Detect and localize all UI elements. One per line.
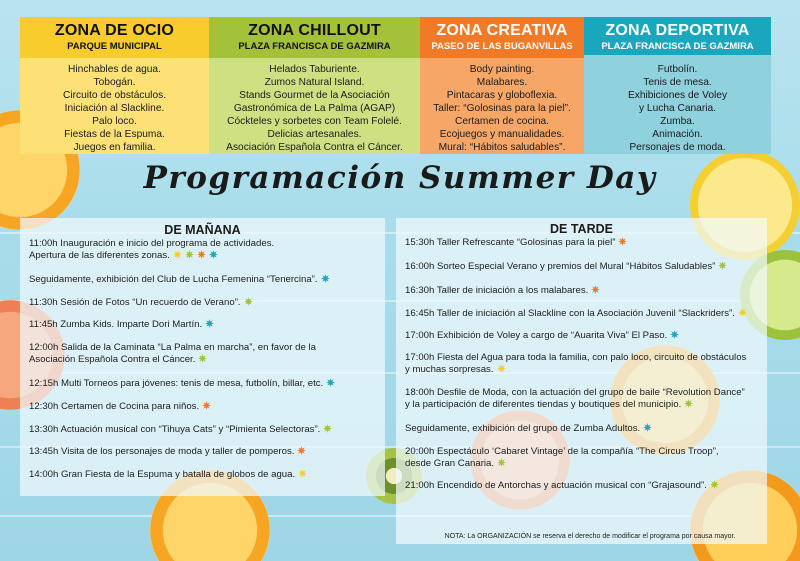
zone-star-icon [298, 469, 307, 478]
event-text-continued: y la participación de diferentes tiendas y boutiques del municipio. [405, 399, 682, 410]
zone-title: ZONA CREATIVA [436, 22, 568, 39]
zone-star-icon [323, 424, 332, 433]
zone-star-icon [321, 274, 330, 283]
zone-star-icon [670, 330, 679, 339]
zone-item: Exhibiciones de Voley [627, 90, 728, 101]
zone-star-icon [173, 250, 182, 259]
zone-item: Cóckteles y sorbetes con Team Folelé. [227, 116, 402, 127]
zone-item: Gastronómica de La Palma (AGAP) [233, 103, 396, 114]
event-text: 14:00h Gran Fiesta de la Espuma y batalla de globos de agua. [29, 469, 296, 480]
zone-star-icon [197, 250, 206, 259]
event-text: 16:45h Taller de iniciación al Slackline con la Asociación Juvenil “Slackriders”. [405, 308, 735, 319]
schedule-event [405, 237, 765, 249]
event-text: 20:00h Espectáculo ‘Cabaret Vintage’ de la compañía “The Circus Troop”, [405, 446, 719, 457]
event-text: 12:15h Multi Torneos para jóvenes: tenis de mesa, futbolín, billar, etc. [29, 378, 324, 389]
event-text-continued: desde Gran Canaria. [405, 458, 495, 469]
schedule-event [405, 446, 765, 470]
zone-item: Palo loco. [92, 116, 137, 127]
zone-item: Personajes de moda. [629, 142, 726, 153]
schedule-event [29, 446, 379, 458]
zone-subtitle: PLAZA FRANCISCA DE GAZMIRA [238, 41, 391, 52]
zone-activity-list [209, 58, 420, 154]
organization-note: NOTA: La ORGANIZACIÓN se reserva el derecho de modificar el programa por causa mayor. [444, 533, 736, 540]
event-text: 13:45h Visita de los personajes de moda y taller de pomperos. [29, 446, 295, 457]
schedule-event [29, 297, 379, 309]
event-text: 12:30h Certamen de Cocina para niños. [29, 401, 200, 412]
schedule-event [29, 424, 379, 436]
event-text-continued: Asociación Española Contra el Cáncer. [29, 354, 196, 365]
zone-star-icon [591, 285, 600, 294]
schedule-event [29, 378, 379, 390]
zone-star-icon [738, 308, 747, 317]
zone-item: Helados Taburiente. [269, 64, 360, 75]
zone-item: Juegos en familia. [73, 142, 156, 153]
event-text: 11:00h Inauguración e inicio del programa de actividades. [29, 238, 275, 249]
zone-item: Stands Gourmet de la Asociación [239, 90, 390, 101]
zone-creativa-card [420, 17, 584, 154]
zone-item: Delicias artesanales. [267, 129, 362, 140]
afternoon-schedule-panel [396, 218, 767, 544]
zone-item: Circuito de obstáculos. [62, 90, 167, 101]
event-text: 21:00h Encendido de Antorchas y actuación musical con “Grajasound”. [405, 480, 707, 491]
zone-activity-list [20, 58, 209, 154]
schedule-event [405, 352, 765, 376]
zone-deportiva-card [584, 17, 771, 154]
schedule-event [405, 261, 765, 273]
zone-star-icon [326, 378, 335, 387]
schedule-event [29, 274, 379, 286]
afternoon-heading: DE TARDE [550, 222, 613, 236]
zone-ocio-card [20, 17, 209, 154]
zone-star-icon [710, 480, 719, 489]
zone-activity-list [584, 55, 771, 154]
event-text: 12:00h Salida de la Caminata “La Palma en marcha”, en favor de la [29, 342, 316, 353]
zone-title: ZONA CHILLOUT [248, 22, 381, 39]
schedule-event [29, 319, 379, 331]
zone-item: Pintacaras y globoflexia. [446, 90, 558, 101]
zone-item: Asociación Española Contra el Cáncer. [226, 142, 403, 153]
schedule-event [405, 480, 765, 492]
event-text-continued: Apertura de las diferentes zonas. [29, 250, 170, 261]
event-text: 18:00h Desfile de Moda, con la actuación del grupo de baile “Revolution Dance” [405, 387, 745, 398]
zone-star-icon [297, 446, 306, 455]
event-text-continued: y muchas sorpresas. [405, 364, 494, 375]
zone-star-icon [497, 364, 506, 373]
event-text: 17:00h Fiesta del Agua para toda la familia, con palo loco, circuito de obstáculos [405, 352, 747, 363]
event-text: 11:30h Sesión de Fotos “Un recuerdo de Verano”. [29, 297, 241, 308]
zone-chillout-card [209, 17, 420, 154]
schedule-event [405, 285, 765, 297]
zone-item: Animación. [652, 129, 703, 140]
schedule-event [29, 469, 379, 481]
zone-item: Malabares. [476, 77, 528, 88]
zone-item: Iniciación al Slackline. [64, 103, 165, 114]
zone-item: Body painting. [469, 64, 535, 75]
zone-star-icon [684, 399, 693, 408]
event-text: 11:45h Zumba Kids. Imparte Dori Martín. [29, 319, 203, 330]
zone-item: Tobogán. [93, 77, 136, 88]
zone-item: Certamen de cocina. [454, 116, 549, 127]
schedule-event [29, 342, 379, 366]
morning-heading: DE MAÑANA [164, 223, 241, 237]
zone-subtitle: PLAZA FRANCISCA DE GAZMIRA [601, 41, 754, 52]
zone-item: y Lucha Canaria. [638, 103, 717, 114]
zone-item: Mural: “Hábitos saludables”. [438, 142, 566, 153]
zone-item: Hinchables de agua. [68, 64, 161, 75]
event-text: Seguidamente, exhibición del grupo de Zumba Adultos. [405, 423, 641, 434]
zone-star-icon [244, 297, 253, 306]
zone-star-icon [185, 250, 194, 259]
zone-item: Zumos Natural Island. [264, 77, 365, 88]
zone-star-icon [718, 261, 727, 270]
zone-subtitle: PASEO DE LAS BUGANVILLAS [431, 41, 573, 52]
zone-item: Zumba. [660, 116, 695, 127]
schedule-event [405, 423, 765, 435]
event-text: 13:30h Actuación musical con “Tihuya Cats” y “Pimienta Selectoras”. [29, 424, 321, 435]
zone-subtitle: PARQUE MUNICIPAL [67, 41, 162, 52]
zone-item: Futbolín. [657, 64, 698, 75]
zone-activity-list [420, 58, 584, 154]
event-text: 17:00h Exhibición de Voley a cargo de “Auarita Viva” El Paso. [405, 330, 668, 341]
zone-star-icon [643, 423, 652, 432]
zones-banner [20, 17, 771, 154]
zone-star-icon [209, 250, 218, 259]
zone-star-icon [497, 458, 506, 467]
schedule-event [405, 387, 765, 411]
zone-item: Ecojuegos y manualidades. [439, 129, 565, 140]
zone-item: Taller: “Golosinas para la piel”. [433, 103, 571, 114]
event-text: 16:00h Sorteo Especial Verano y premios del Mural “Hábitos Saludables” [405, 261, 716, 272]
zone-item: Fiestas de la Espuma. [64, 129, 165, 140]
schedule-event [405, 308, 765, 320]
zone-item: Tenis de mesa. [643, 77, 712, 88]
zone-star-icon [198, 354, 207, 363]
morning-schedule-panel [20, 218, 385, 496]
zone-star-icon [202, 401, 211, 410]
event-text: Seguidamente, exhibición del Club de Lucha Femenina “Tenercina”. [29, 274, 318, 285]
event-text: 15:30h Taller Refrescante “Golosinas para la piel” [405, 237, 616, 248]
zone-title: ZONA DEPORTIVA [605, 22, 750, 39]
zone-star-icon [205, 319, 214, 328]
schedule-event [29, 401, 379, 413]
schedule-event [405, 330, 765, 342]
page-title: Programación Summer Day [143, 160, 657, 196]
zone-title: ZONA DE OCIO [54, 22, 175, 39]
event-text: 16:30h Taller de iniciación a los malabares. [405, 285, 589, 296]
schedule-event [29, 238, 379, 262]
zone-star-icon [618, 237, 627, 246]
